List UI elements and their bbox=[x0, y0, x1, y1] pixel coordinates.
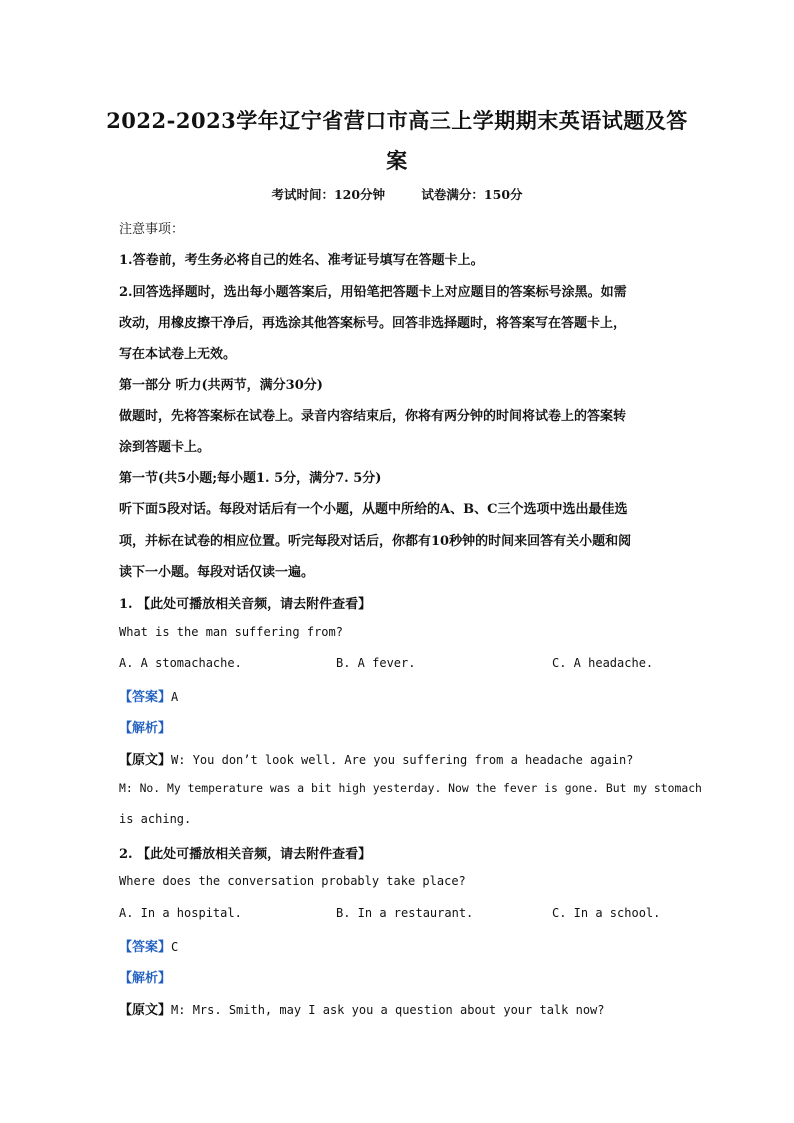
q2-option-b: B. In a restaurant. bbox=[336, 906, 474, 920]
q2-original-m: M: Mrs. Smith, may I ask you a question about your talk now? bbox=[171, 1003, 605, 1017]
notice-2c: 写在本试卷上无效。 bbox=[119, 347, 237, 362]
q2-analysis-label: 【解析】 bbox=[119, 971, 172, 986]
q2-option-c: C. In a school. bbox=[552, 906, 661, 920]
section1-desc-b: 项，并标在试卷的相应位置。听完每段对话后，你都有10秒钟的时间来回答有关小题和阅 bbox=[119, 534, 632, 549]
q2-original bbox=[119, 999, 605, 1018]
exam-score: 试卷满分：150分 bbox=[421, 187, 523, 202]
section1-desc-a: 听下面5段对话。每段对话后有一个小题，从题中所给的A、B、C三个选项中选出最佳选 bbox=[119, 502, 628, 517]
q2-number-label: 2. 【此处可播放相关音频，请去附件查看】 bbox=[119, 847, 372, 862]
q2-answer-label: 【答案】 bbox=[119, 940, 172, 955]
part1-desc-b: 涂到答题卡上。 bbox=[119, 440, 211, 455]
q2-question: Where does the conversation probably take place? bbox=[119, 874, 466, 888]
q1-original-m1: M: No. My temperature was a bit high yesterday. Now the fever is gone. But my stomach bbox=[119, 781, 702, 795]
q1-option-a: A. A stomachache. bbox=[119, 656, 242, 670]
q1-answer-label: 【答案】 bbox=[119, 690, 172, 705]
q1-original-w: W: You don’t look well. Are you suffering from a headache again? bbox=[171, 753, 634, 767]
q1-original-m2: is aching. bbox=[119, 812, 192, 826]
q2-original-label: 【原文】 bbox=[119, 1003, 172, 1018]
part1-heading: 第一部分 听力(共两节，满分30分) bbox=[119, 378, 323, 393]
q1-original bbox=[119, 749, 633, 768]
section1-desc-c: 读下一小题。每段对话仅读一遍。 bbox=[119, 565, 315, 580]
q1-option-c: C. A headache. bbox=[552, 656, 654, 670]
q2-answer-value: C bbox=[171, 940, 179, 954]
q1-analysis-label: 【解析】 bbox=[119, 721, 172, 736]
notice-heading: 注意事项： bbox=[119, 222, 185, 237]
document-title-line1: 2022-2023学年辽宁省营口市高三上学期期末英语试题及答 bbox=[106, 108, 688, 133]
exam-info bbox=[100, 185, 694, 203]
q1-option-b: B. A fever. bbox=[336, 656, 416, 670]
notice-2a: 2.回答选择题时，选出每小题答案后，用铅笔把答题卡上对应题目的答案标号涂黑。如需 bbox=[119, 285, 627, 300]
q2-answer bbox=[119, 936, 178, 955]
q2-option-a: A. In a hospital. bbox=[119, 906, 242, 920]
q1-answer-value: A bbox=[171, 690, 179, 704]
notice-1: 1.答卷前，考生务必将自己的姓名、准考证号填写在答题卡上。 bbox=[119, 253, 484, 268]
document-title-line2: 案 bbox=[386, 148, 408, 173]
notice-2b: 改动，用橡皮擦干净后，再选涂其他答案标号。回答非选择题时，将答案写在答题卡上， bbox=[119, 316, 627, 331]
q1-number-label: 1. 【此处可播放相关音频，请去附件查看】 bbox=[119, 597, 372, 612]
exam-time: 考试时间：120分钟 bbox=[271, 187, 386, 202]
q1-answer bbox=[119, 686, 178, 705]
part1-desc-a: 做题时，先将答案标在试卷上。录音内容结束后，你将有两分钟的时间将试卷上的答案转 bbox=[119, 409, 627, 424]
section1-heading: 第一节(共5小题;每小题1. 5分，满分7. 5分) bbox=[119, 471, 382, 486]
q1-original-label: 【原文】 bbox=[119, 753, 172, 768]
q1-question: What is the man suffering from? bbox=[119, 625, 343, 639]
